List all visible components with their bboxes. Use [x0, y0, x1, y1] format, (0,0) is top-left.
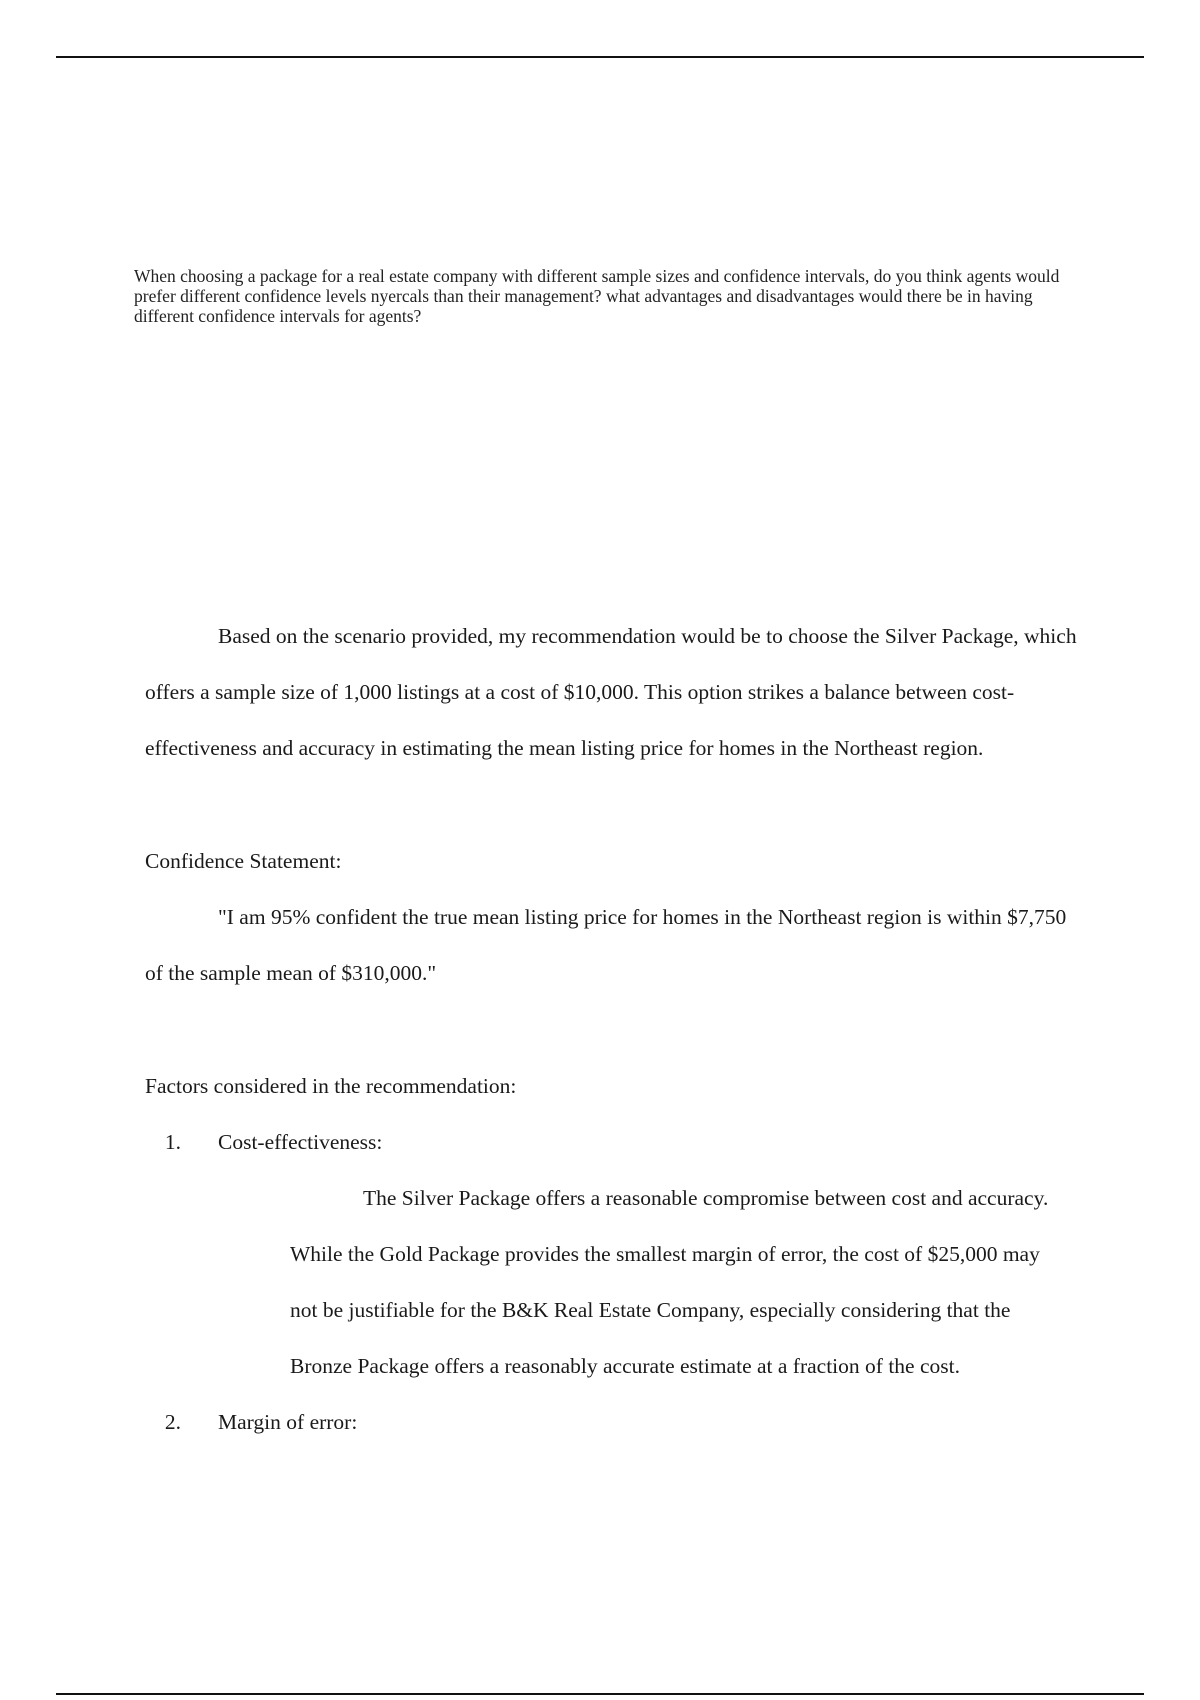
- list-item: [145, 1394, 1085, 1450]
- confidence-statement: "I am 95% confident the true mean listing price for homes in the Northeast region is within $7,750 of the sample mean of $310,000.": [145, 905, 1067, 985]
- list-item: [145, 1114, 1085, 1394]
- confidence-heading: Confidence Statement:: [145, 849, 342, 873]
- footer-rule: [56, 1693, 1144, 1695]
- list-item-text: The Silver Package offers a reasonable compromise between cost and accuracy. While the Gold Package provides the smallest margin of error, the cost of $25,000 may not be justifiable for the B&K Real Estate Company, especially considering that the Bronze Package offers a reasonably accurate estimate at a fraction of the cost.: [290, 1186, 1049, 1378]
- list-item-label: Margin of error:: [218, 1410, 358, 1434]
- list-item-label: Cost-effectiveness:: [218, 1130, 383, 1154]
- header-rule: [56, 56, 1144, 58]
- recommendation-paragraph: Based on the scenario provided, my recommendation would be to choose the Silver Package, which offers a sample size of 1,000 listings at a cost of $10,000. This option strikes a balance between cost-effectiveness and accuracy in estimating the mean listing price for homes in the Northeast region.: [145, 624, 1077, 760]
- list-item-number: 2.: [164, 1410, 181, 1434]
- document-body: [145, 608, 1085, 1450]
- factors-list: [145, 1114, 1085, 1450]
- factors-heading: Factors considered in the recommendation:: [145, 1074, 517, 1098]
- list-item-number: 1.: [164, 1130, 181, 1154]
- question-text: When choosing a package for a real estate company with different sample sizes and confidence intervals, do you think agents would prefer different confidence levels nyercals than their management? what advantages and disadvantages would there be in having different confidence intervals for agents?: [134, 266, 1060, 326]
